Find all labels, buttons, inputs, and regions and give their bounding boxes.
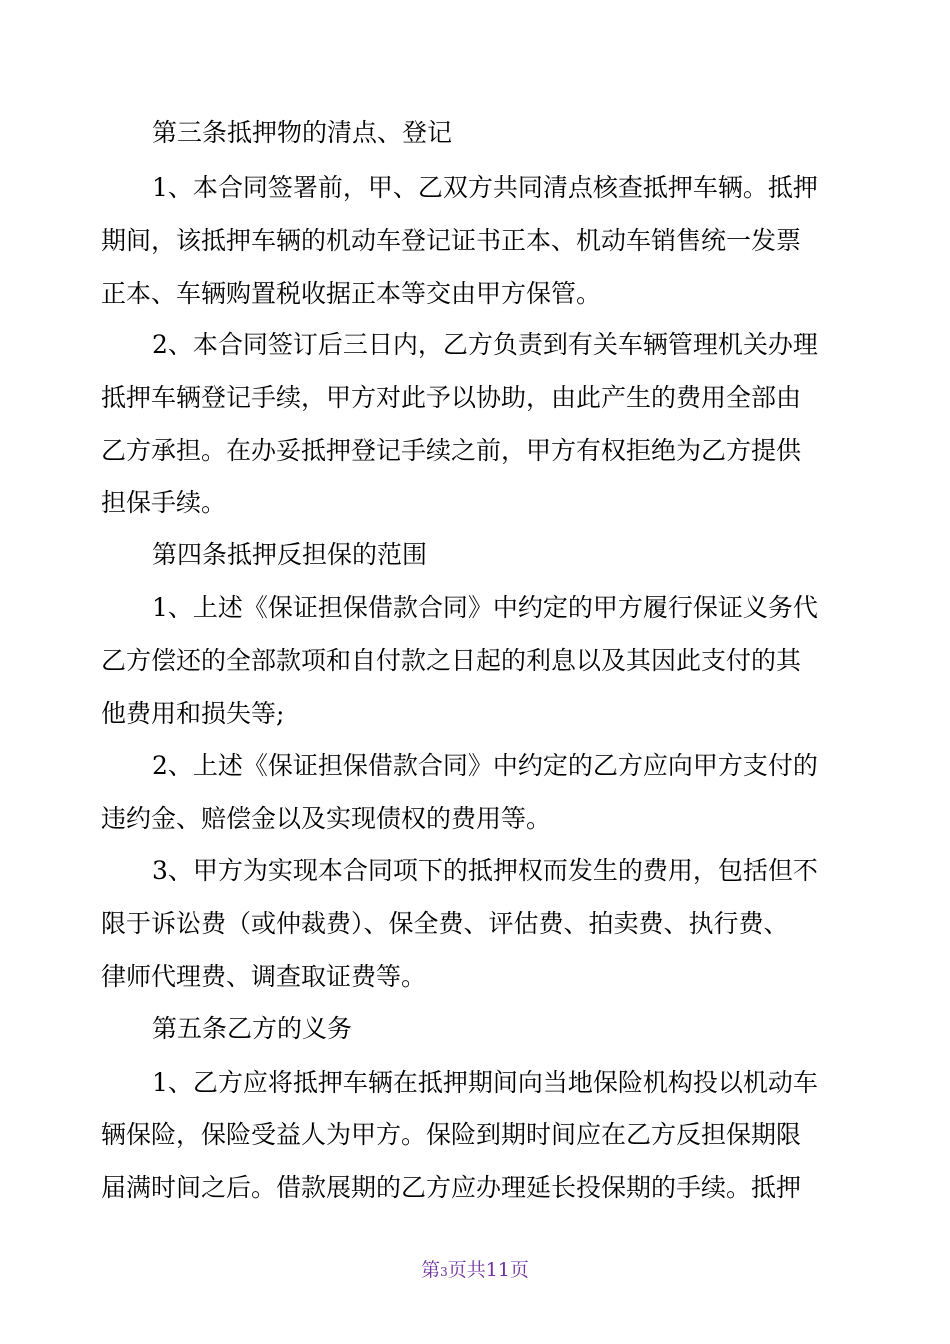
- footer-middle: 页共: [447, 1259, 486, 1281]
- paragraph-line: 1、本合同签署前，甲、乙双方共同清点核查抵押车辆。抵押: [152, 173, 818, 202]
- paragraph-line: 限于诉讼费（或仲裁费）、保全费、评估费、拍卖费、执行费、: [101, 909, 789, 938]
- heading-article-3: 第三条抵押物的清点、登记: [152, 118, 453, 147]
- footer-page-number: 3: [440, 1265, 448, 1279]
- paragraph-line: 违约金、赔偿金以及实现债权的费用等。: [101, 804, 552, 833]
- paragraph-line: 正本、车辆购置税收据正本等交由甲方保管。: [101, 279, 602, 308]
- footer-total-pages: 11: [485, 1259, 510, 1281]
- heading-article-5: 第五条乙方的义务: [152, 1014, 353, 1043]
- heading-article-4: 第四条抵押反担保的范围: [152, 540, 428, 569]
- paragraph-line: 律师代理费、调查取证费等。: [101, 962, 427, 991]
- paragraph-line: 2、上述《保证担保借款合同》中约定的乙方应向甲方支付的: [152, 751, 818, 780]
- paragraph-line: 期间，该抵押车辆的机动车登记证书正本、机动车销售统一发票: [101, 226, 802, 255]
- footer-prefix: 第: [421, 1259, 441, 1281]
- paragraph-line: 抵押车辆登记手续，甲方对此予以协助，由此产生的费用全部由: [101, 383, 802, 412]
- page-footer: [0, 1258, 950, 1284]
- paragraph-line: 乙方偿还的全部款项和自付款之日起的利息以及其因此支付的其: [101, 646, 802, 675]
- paragraph-line: 1、上述《保证担保借款合同》中约定的甲方履行保证义务代: [152, 593, 818, 622]
- paragraph-line: 2、本合同签订后三日内，乙方负责到有关车辆管理机关办理: [152, 330, 818, 359]
- paragraph-line: 辆保险，保险受益人为甲方。保险到期时间应在乙方反担保期限: [101, 1120, 802, 1149]
- paragraph-line: 3、甲方为实现本合同项下的抵押权而发生的费用，包括但不: [152, 856, 818, 885]
- paragraph-line: 届满时间之后。借款展期的乙方应办理延长投保期的手续。抵押: [101, 1173, 802, 1202]
- paragraph-line: 他费用和损失等;: [101, 699, 285, 728]
- paragraph-line: 乙方承担。在办妥抵押登记手续之前，甲方有权拒绝为乙方提供: [101, 436, 802, 465]
- footer-suffix: 页: [509, 1259, 529, 1281]
- paragraph-line: 1、乙方应将抵押车辆在抵押期间向当地保险机构投以机动车: [152, 1068, 818, 1097]
- paragraph-line: 担保手续。: [101, 488, 227, 517]
